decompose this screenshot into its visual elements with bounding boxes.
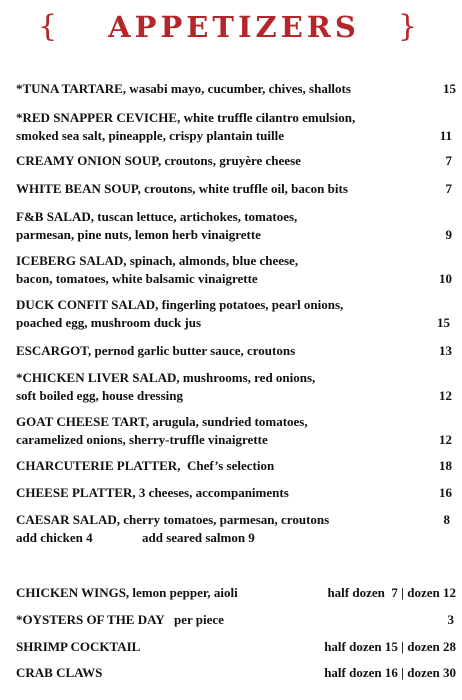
item-price: 13 xyxy=(439,343,452,358)
item-description: smoked sea salt, pineapple, crispy plantain tuille xyxy=(16,128,284,143)
item-description: DUCK CONFIT SALAD, fingerling potatoes, pearl onions, xyxy=(16,297,344,312)
menu-item-cheese-platter xyxy=(16,484,456,502)
item-description: CREAMY ONION SOUP, croutons, gruyère cheese xyxy=(16,153,301,168)
right-brace-ornament: } xyxy=(398,9,418,44)
menu-header xyxy=(0,8,462,48)
menu-item-iceberg-salad xyxy=(16,252,456,288)
item-price: 10 xyxy=(439,271,452,286)
item-description: bacon, tomatoes, white balsamic vinaigrette xyxy=(16,271,258,286)
item-description: CHARCUTERIE PLATTER, Chef’s selection xyxy=(16,458,275,473)
menu-item-white-bean-soup xyxy=(16,180,456,198)
item-description: *TUNA TARTARE, wasabi mayo, cucumber, chives, shallots xyxy=(16,81,351,96)
menu-item-duck-confit-salad xyxy=(16,296,456,332)
item-price: 12 xyxy=(439,432,452,447)
menu-item-tuna-tartare xyxy=(16,80,456,98)
menu-item-escargot xyxy=(16,342,456,360)
menu-item-fb-salad xyxy=(16,208,456,244)
menu-item-oysters xyxy=(16,611,456,629)
item-description: CRAB CLAWS xyxy=(16,665,103,680)
item-description: poached egg, mushroom duck jus xyxy=(16,315,202,330)
item-price: 15 xyxy=(437,315,450,330)
item-description: *CHICKEN LIVER SALAD, mushrooms, red onions, xyxy=(16,370,316,385)
menu-item-chicken-wings xyxy=(16,584,456,602)
menu-item-crab-claws xyxy=(16,664,456,682)
item-description: SHRIMP COCKTAIL xyxy=(16,639,141,654)
item-price: half dozen 15 | dozen 28 xyxy=(324,639,456,654)
item-price: 9 xyxy=(445,227,452,242)
item-price: 12 xyxy=(439,388,452,403)
item-price: 3 xyxy=(447,612,454,627)
item-description: CAESAR SALAD, cherry tomatoes, parmesan, croutons xyxy=(16,512,330,527)
item-description: ESCARGOT, pernod garlic butter sauce, croutons xyxy=(16,343,296,358)
item-description: GOAT CHEESE TART, arugula, sundried tomatoes, xyxy=(16,414,308,429)
addon-salmon: add seared salmon 9 xyxy=(142,530,255,545)
item-description: caramelized onions, sherry-truffle vinaigrette xyxy=(16,432,268,447)
item-price: half dozen 16 | dozen 30 xyxy=(324,665,456,680)
menu-item-chicken-liver-salad xyxy=(16,369,456,405)
item-description: CHICKEN WINGS, lemon pepper, aioli xyxy=(16,585,238,600)
item-description: parmesan, pine nuts, lemon herb vinaigrette xyxy=(16,227,261,242)
menu-item-caesar-salad xyxy=(16,511,456,547)
item-description: F&B SALAD, tuscan lettuce, artichokes, tomatoes, xyxy=(16,209,298,224)
item-description: soft boiled egg, house dressing xyxy=(16,388,183,403)
item-description: CHEESE PLATTER, 3 cheeses, accompaniments xyxy=(16,485,289,500)
item-price: 7 xyxy=(445,153,452,168)
item-description: *RED SNAPPER CEVICHE, white truffle cilantro emulsion, xyxy=(16,110,356,125)
item-addons xyxy=(16,529,456,547)
item-description: ICEBERG SALAD, spinach, almonds, blue cheese, xyxy=(16,253,299,268)
menu-item-shrimp-cocktail xyxy=(16,638,456,656)
item-description: WHITE BEAN SOUP, croutons, white truffle oil, bacon bits xyxy=(16,181,348,196)
item-description: *OYSTERS OF THE DAY per piece xyxy=(16,612,224,627)
item-price: 7 xyxy=(445,181,452,196)
item-price: 11 xyxy=(439,128,452,143)
item-price: 18 xyxy=(439,458,452,473)
item-price: half dozen 7 | dozen 12 xyxy=(327,585,456,600)
item-price: 15 xyxy=(443,81,456,96)
left-brace-ornament: { xyxy=(38,9,58,44)
item-price: 8 xyxy=(443,512,450,527)
menu-item-red-snapper-ceviche xyxy=(16,109,456,145)
menu-item-goat-cheese-tart xyxy=(16,413,456,449)
menu-item-creamy-onion-soup xyxy=(16,152,456,170)
item-price: 16 xyxy=(439,485,452,500)
section-title: APPETIZERS xyxy=(108,10,360,44)
addon-chicken: add chicken 4 xyxy=(16,530,93,545)
menu-item-charcuterie-platter xyxy=(16,457,456,475)
